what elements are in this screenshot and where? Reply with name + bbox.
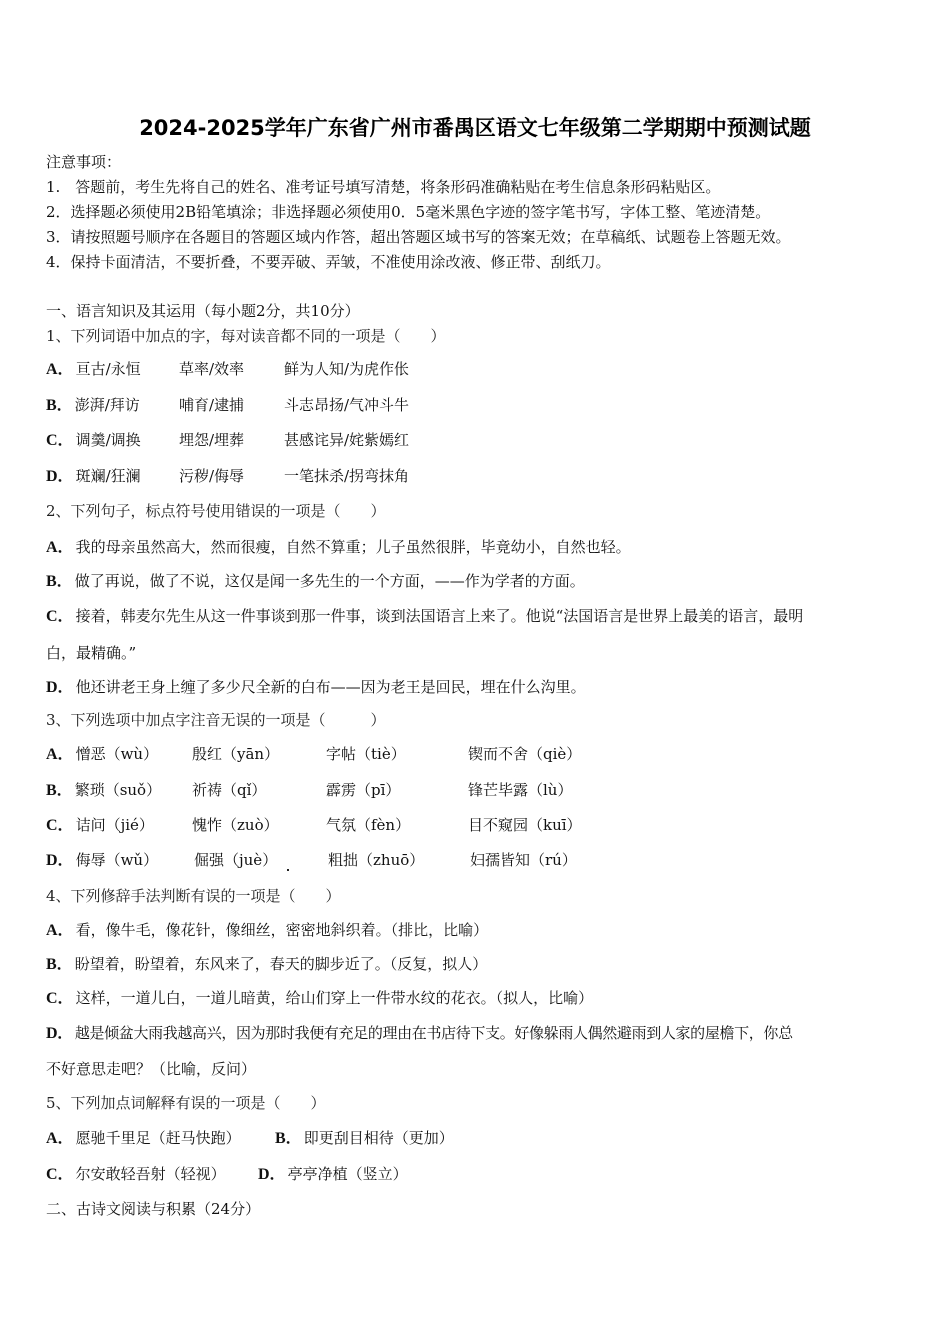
option-text: 做了再说，做了不说，这仅是闻一多先生的一个方面，——作为学者的方面。 xyxy=(74,572,585,590)
q2-option-c xyxy=(46,606,803,627)
option-col-4: 妇孺皆知（rú） xyxy=(470,851,577,869)
option-col-2: 污秽/侮辱 xyxy=(179,467,245,485)
option-col-2: 草率/效率 xyxy=(179,360,245,378)
option-letter: A． xyxy=(46,746,74,763)
section-2-heading: 二、古诗文阅读与积累（24分） xyxy=(46,1200,261,1218)
option-text: 尔安敢轻吾射（轻视） xyxy=(75,1165,226,1183)
option-col-1: 亘古/永恒 xyxy=(75,360,141,378)
option-col-1: 繁琐（suǒ） xyxy=(74,781,162,799)
q5-option-c xyxy=(46,1164,226,1185)
option-letter: A． xyxy=(46,539,74,556)
q5-option-b xyxy=(275,1128,454,1149)
option-letter: B． xyxy=(46,782,73,799)
q5-option-a xyxy=(46,1128,241,1149)
question-1-stem: 1、下列词语中加点的字，每对读音都不同的一项是（ ） xyxy=(46,327,446,345)
option-letter: C． xyxy=(46,990,74,1007)
option-col-2: 祈祷（qǐ） xyxy=(192,781,267,799)
option-col-1: 澎湃/拜访 xyxy=(74,396,140,414)
option-letter: A． xyxy=(46,1130,74,1147)
option-col-4: 锲而不舍（qiè） xyxy=(468,745,582,763)
option-col-1: 憎恶（wù） xyxy=(75,745,159,763)
option-letter: D． xyxy=(46,679,74,696)
option-text: 这样，一道儿白，一道儿暗黄，给山们穿上一件带水纹的花衣。（拟人，比喻） xyxy=(75,989,594,1007)
option-text: 盼望着，盼望着，东风来了，春天的脚步近了。（反复，拟人） xyxy=(74,955,488,973)
option-letter: B． xyxy=(46,956,73,973)
option-col-1: 斑斓/狂澜 xyxy=(75,467,141,485)
option-col-2: 殷红（yān） xyxy=(192,745,280,763)
option-letter: A． xyxy=(46,361,74,378)
q2-option-c-continued: 白，最精确。” xyxy=(46,644,137,662)
option-letter: C． xyxy=(46,817,74,834)
option-letter: D． xyxy=(258,1166,286,1183)
notice-item-4: 4．保持卡面清洁，不要折叠，不要弄破、弄皱，不准使用涂改液、修正带、刮纸刀。 xyxy=(46,253,611,271)
option-text: 即更刮目相待（更加） xyxy=(303,1129,454,1147)
question-3-stem: 3、下列选项中加点字注音无误的一项是（ ） xyxy=(46,711,386,729)
option-letter: D． xyxy=(46,468,74,485)
option-letter: D． xyxy=(46,1025,73,1042)
notice-item-1: 1. 答题前，考生先将自己的姓名、准考证号填写清楚，将条形码准确粘贴在考生信息条形码粘贴区。 xyxy=(46,178,721,196)
option-letter: B． xyxy=(275,1130,302,1147)
option-col-2: 愧怍（zuò） xyxy=(192,816,279,834)
notice-heading: 注意事项： xyxy=(46,153,122,171)
option-text: 越是倾盆大雨我越高兴，因为那时我便有充足的理由在书店待下支。好像躲雨人偶然避雨到人家的屋檐下，你总 xyxy=(74,1024,793,1042)
option-col-4: 目不窥园（kuī） xyxy=(468,816,582,834)
option-text: 接着，韩麦尔先生从这一件事谈到那一件事，谈到法国语言上来了。他说“法国语言是世界上最美的语言，最明 xyxy=(75,607,804,625)
q2-option-a xyxy=(46,537,631,558)
option-letter: B． xyxy=(46,397,73,414)
q5-option-d xyxy=(258,1164,408,1185)
option-col-2: 埋怨/埋葬 xyxy=(179,431,245,449)
section-1-heading: 一、语言知识及其运用（每小题2分，共10分） xyxy=(46,302,360,320)
question-4-stem: 4、下列修辞手法判断有误的一项是（ ） xyxy=(46,887,341,905)
notice-item-3: 3．请按照题号顺序在各题目的答题区域内作答，超出答题区域书写的答案无效；在草稿纸、试题卷上答题无效。 xyxy=(46,228,791,246)
option-text: 我的母亲虽然高大，然而很瘦，自然不算重；儿子虽然很胖，毕竟幼小，自然也轻。 xyxy=(75,538,631,556)
option-col-3: 字帖（tiè） xyxy=(326,745,406,763)
option-col-3: 粗拙（zhuō） xyxy=(328,851,425,869)
option-text: 亭亭净植（竖立） xyxy=(287,1165,408,1183)
option-col-1: 调羹/调换 xyxy=(75,431,141,449)
q2-option-b xyxy=(46,571,585,592)
q4-option-d-continued: 不好意思走吧？（比喻，反问） xyxy=(46,1060,257,1078)
option-letter: D． xyxy=(46,852,74,869)
q4-option-b xyxy=(46,954,487,975)
option-col-1: 诘问（jié） xyxy=(75,816,154,834)
option-letter: C． xyxy=(46,1166,74,1183)
option-col-2: 倔强（juè） xyxy=(194,851,278,869)
q4-option-c xyxy=(46,988,593,1009)
option-col-4: 锋芒毕露（lù） xyxy=(468,781,573,799)
option-text: 愿驰千里足（赶马快跑） xyxy=(75,1129,241,1147)
option-col-3: 鲜为人知/为虎作伥 xyxy=(284,360,410,378)
option-letter: A． xyxy=(46,922,74,939)
option-letter: B． xyxy=(46,573,73,590)
option-col-3: 一笔抹杀/拐弯抹角 xyxy=(284,467,410,485)
q2-option-d xyxy=(46,677,586,698)
option-col-1: 侮辱（wǔ） xyxy=(75,851,159,869)
option-letter: C． xyxy=(46,608,74,625)
q4-option-d xyxy=(46,1023,793,1044)
option-col-3: 霹雳（pī） xyxy=(326,781,401,799)
question-5-stem: 5、下列加点词解释有误的一项是（ ） xyxy=(46,1094,326,1112)
page-title: 2024-2025学年广东省广州市番禺区语文七年级第二学期期中预测试题 xyxy=(139,116,811,140)
q4-option-a xyxy=(46,920,488,941)
notice-item-2: 2．选择题必须使用2B铅笔填涂；非选择题必须使用0．5毫米黑色字迹的签字笔书写，字体工整、笔迹清楚。 xyxy=(46,203,771,221)
option-col-3: 斗志昂扬/气冲斗牛 xyxy=(284,396,410,414)
option-text: 看，像牛毛，像花针，像细丝，密密地斜织着。（排比，比喻） xyxy=(75,921,489,939)
question-2-stem: 2、下列句子，标点符号使用错误的一项是（ ） xyxy=(46,502,386,520)
option-text: 他还讲老王身上缠了多少尺全新的白布——因为老王是回民，埋在什么沟里。 xyxy=(75,678,586,696)
option-col-3: 甚感诧异/姹紫嫣红 xyxy=(284,431,410,449)
option-letter: C． xyxy=(46,432,74,449)
option-col-2: 哺育/逮捕 xyxy=(179,396,245,414)
option-col-3: 气氛（fèn） xyxy=(326,816,411,834)
stray-mark xyxy=(287,869,289,871)
